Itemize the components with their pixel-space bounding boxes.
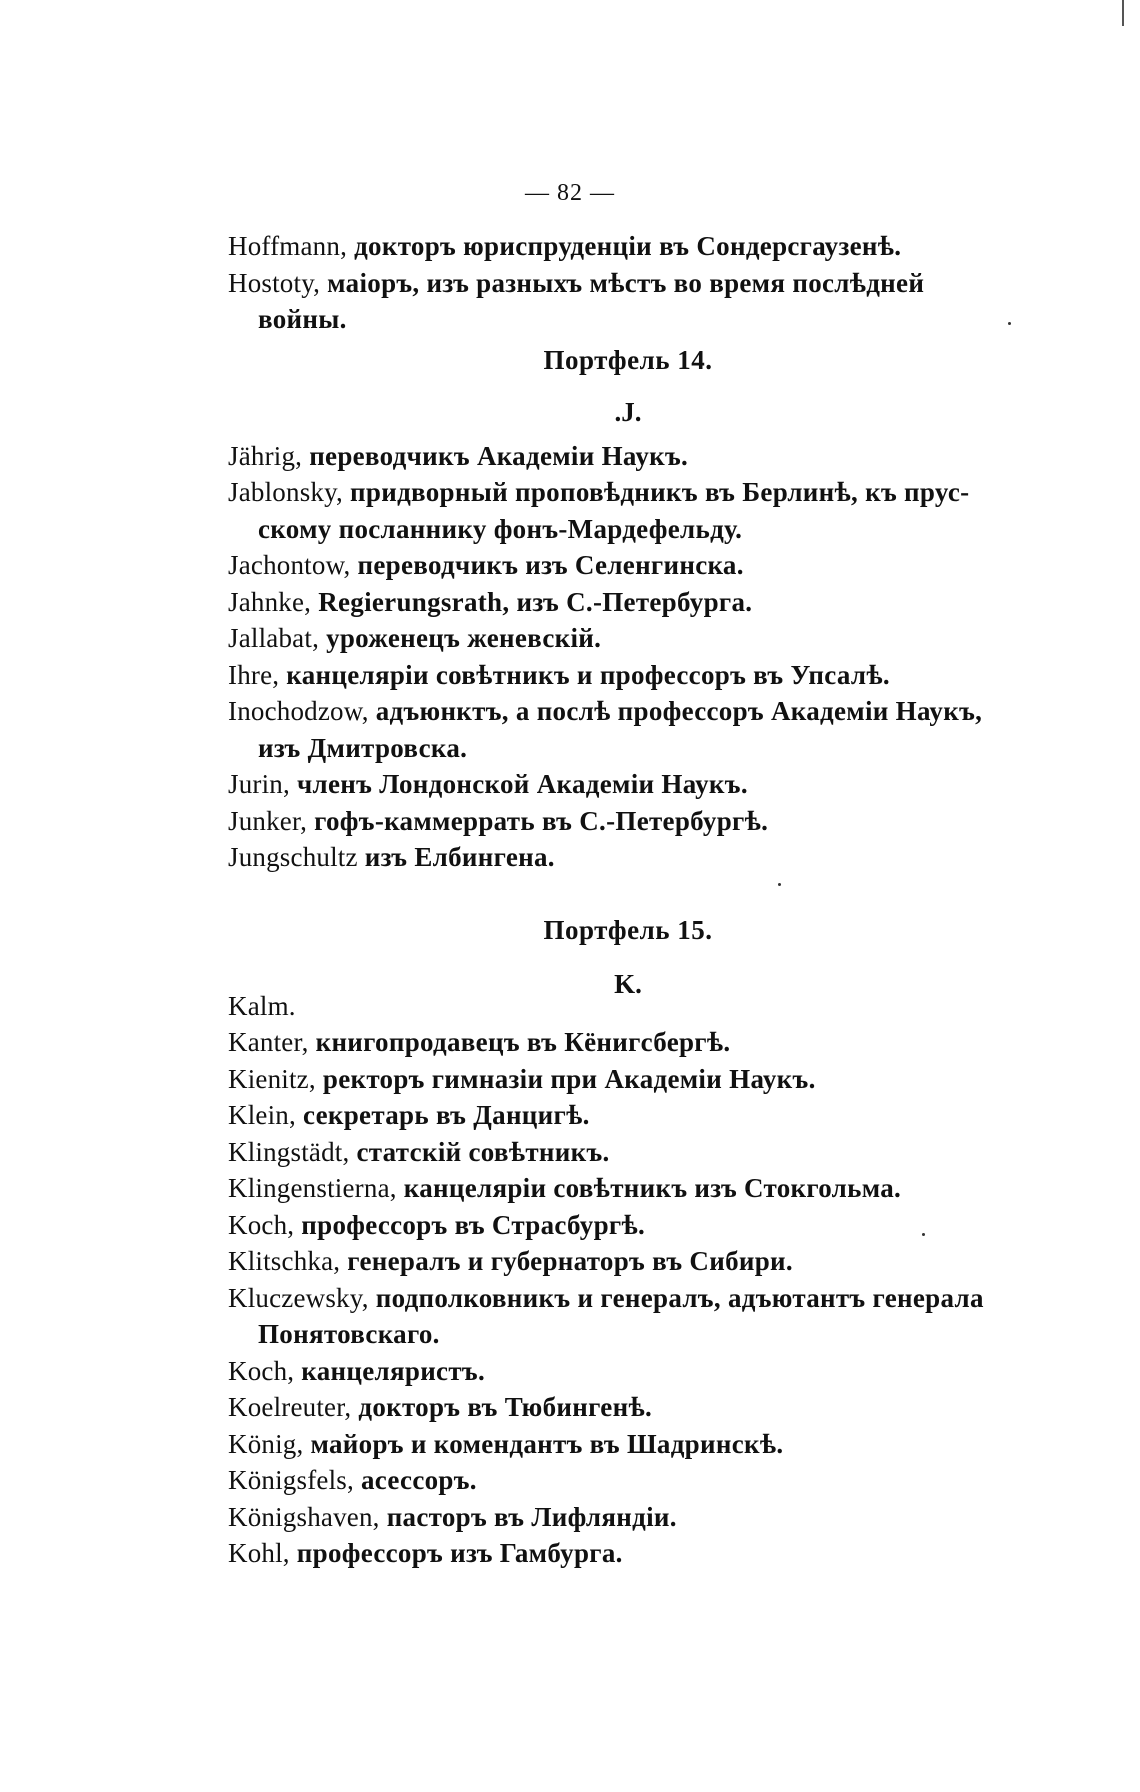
entry-description: докторъ юриспруденціи въ Сондерсгаузенѣ. [347,231,902,261]
entry [228,1535,1028,1572]
text-column [228,228,1028,1572]
entry [228,1170,1028,1207]
entry-description: переводчикъ Академіи Наукъ. [302,440,689,471]
entry-continuation: изъ Дмитровска. [258,732,468,763]
entry-name: Jungschultz [228,842,358,872]
ink-speck [1008,322,1011,325]
page-edge-mark [1122,0,1124,26]
entries-block-k [228,988,1028,1572]
entries-block-h [228,228,1028,338]
entry-name: Jallabat, [228,623,320,653]
entry-name: Koch, [228,1355,295,1386]
entry-description: адъюнктъ, а послѣ профессоръ Академіи Наукъ, [368,696,983,726]
entry [228,1134,1028,1171]
entry-continuation: Понятовскаго. [258,1319,440,1349]
entry-description: Regierungsrath, изъ С.-Петербурга. [311,586,753,617]
entry-name: Kluczewsky, [228,1282,369,1313]
ink-speck [778,883,781,886]
entry-description: изъ Елбингена. [357,842,555,872]
entry-name: Jurin, [228,769,290,799]
entry [228,620,1028,657]
ink-speck [922,1233,925,1236]
entry-description: книгопродавецъ въ Кёнигсбергѣ. [308,1027,731,1057]
entry-name: Kienitz, [228,1063,316,1094]
entry-description: секретарь въ Данцигѣ. [295,1100,590,1130]
entry-name: Klitschka, [228,1246,341,1276]
entry [228,1499,1028,1536]
entry-name: Königshaven, [228,1501,380,1532]
entry-name: Königsfels, [228,1465,354,1495]
section-letter-j: .J. [614,396,642,427]
entry-description: придворный проповѣдникъ въ Берлинѣ, къ прус- [343,477,970,507]
entry-name: Klingenstierna, [228,1173,397,1203]
entry-description: гофъ-каммеррать въ С.-Петербургѣ. [307,805,769,836]
entry-description: членъ Лондонской Академіи Наукъ. [289,769,748,799]
entry-name: Junker, [228,805,308,836]
entry-name: Jahnke, [228,586,312,617]
entry-description: профессоръ изъ Гамбурга. [289,1538,623,1568]
entry-name: Kanter, [228,1027,309,1057]
entry [228,1061,1028,1098]
entry [228,1097,1028,1134]
entry [228,657,1028,694]
entry-name: Klingstädt, [228,1136,350,1167]
entry-description: подполковникъ и генералъ, адъютантъ генерала [368,1282,984,1313]
entry [228,803,1028,840]
entry [228,228,1028,265]
entry-continuation: скому посланнику фонъ-Мардефельду. [258,513,743,544]
entry-description: докторъ въ Тюбингенѣ. [351,1392,652,1422]
entry [228,1207,1028,1244]
entry-description: переводчикъ изъ Селенгинска. [350,550,744,580]
entry-description: пасторъ въ Лифляндіи. [379,1501,677,1532]
entry [228,1353,1028,1390]
portfolio-14-title: Портфель 14. [543,344,713,375]
entry-name: Inochodzow, [228,696,369,726]
entry-name: Hoffmann, [228,231,348,261]
entry-name: Kalm. [228,990,296,1021]
entry-description: генералъ и губернаторъ въ Сибири. [340,1246,793,1276]
entry [228,693,1028,766]
entry [228,1024,1028,1061]
entry [228,1389,1028,1426]
entry-name: Ihre, [228,659,280,690]
entry-description: маіоръ, изъ разныхъ мѣстъ во время послѣдней [320,267,925,298]
entry-name: Jablonsky, [228,477,343,507]
page-number: — 82 — [525,180,615,206]
portfolio-15-title: Портфель 15. [543,914,713,945]
entry [228,1280,1028,1353]
entry [228,474,1028,547]
entry [228,839,1028,876]
entry [228,1426,1028,1463]
entry-description: майоръ и комендантъ въ Шадринскѣ. [303,1428,784,1459]
entry-name: Koch, [228,1209,295,1240]
entry-continuation: войны. [258,304,347,334]
entry-name: Koelreuter, [228,1392,352,1422]
entry-description: ректоръ гимназіи при Академіи Наукъ. [315,1063,816,1094]
entry-name: König, [228,1428,304,1459]
entry-name: Jährig, [228,440,303,471]
entry [228,1462,1028,1499]
entry-description: профессоръ въ Страсбургѣ. [294,1209,645,1240]
entry [228,584,1028,621]
entry-description: канцеляристъ. [294,1355,485,1386]
entry-description: канцеляріи совѣтникъ изъ Стокгольма. [396,1173,902,1203]
entry-description: канцеляріи совѣтникъ и профессоръ въ Упсалѣ. [279,659,890,690]
entry [228,1243,1028,1280]
entries-block-j [228,438,1028,876]
entry-name: Jachontow, [228,550,351,580]
section-letter-k: K. [614,968,642,999]
entry [228,265,1028,338]
entry-name: Kohl, [228,1538,290,1568]
entry [228,766,1028,803]
entry-description: асессоръ. [353,1465,477,1495]
entry-description: статскій совѣтникъ. [349,1136,610,1167]
entry-name: Klein, [228,1100,296,1130]
entry-description: уроженецъ женевскій. [319,623,602,653]
entry [228,438,1028,475]
entry [228,547,1028,584]
entry-name: Hostoty, [228,267,321,298]
